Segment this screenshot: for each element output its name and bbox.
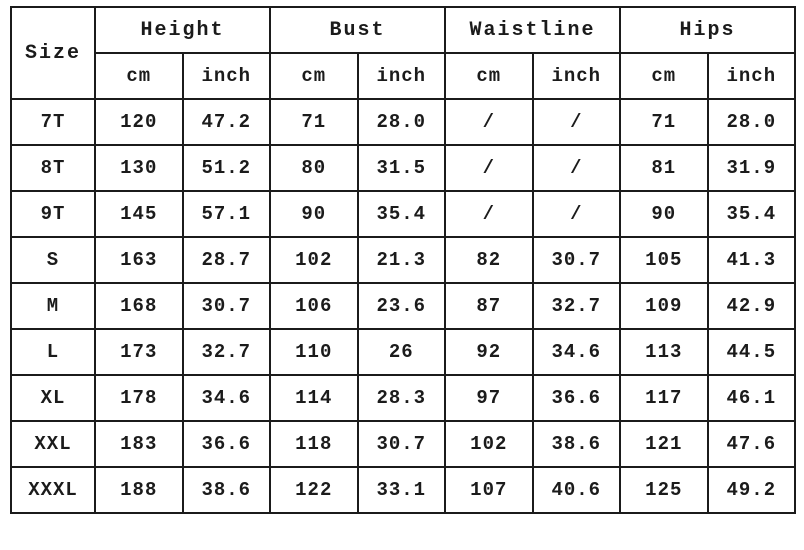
cell: 34.6 bbox=[533, 329, 621, 375]
row-size-label: 7T bbox=[11, 99, 95, 145]
cell: 32.7 bbox=[533, 283, 621, 329]
cell: 44.5 bbox=[708, 329, 796, 375]
unit-header: inch bbox=[708, 53, 796, 99]
cell: 80 bbox=[270, 145, 358, 191]
table-row bbox=[11, 375, 795, 421]
cell: 178 bbox=[95, 375, 183, 421]
cell: 38.6 bbox=[533, 421, 621, 467]
unit-header: cm bbox=[445, 53, 533, 99]
cell: 31.9 bbox=[708, 145, 796, 191]
unit-header: cm bbox=[620, 53, 708, 99]
corner-header-size: Size bbox=[11, 7, 95, 99]
row-size-label: L bbox=[11, 329, 95, 375]
group-header-height: Height bbox=[95, 7, 270, 53]
row-size-label: M bbox=[11, 283, 95, 329]
cell: 82 bbox=[445, 237, 533, 283]
cell: 36.6 bbox=[183, 421, 271, 467]
cell: / bbox=[533, 99, 621, 145]
cell: 113 bbox=[620, 329, 708, 375]
cell: 188 bbox=[95, 467, 183, 513]
cell: / bbox=[445, 191, 533, 237]
size-chart bbox=[10, 6, 796, 514]
cell: 28.3 bbox=[358, 375, 446, 421]
group-header-hips: Hips bbox=[620, 7, 795, 53]
cell: 106 bbox=[270, 283, 358, 329]
cell: 30.7 bbox=[183, 283, 271, 329]
table-row bbox=[11, 237, 795, 283]
cell: / bbox=[533, 145, 621, 191]
cell: 183 bbox=[95, 421, 183, 467]
cell: / bbox=[445, 145, 533, 191]
cell: 35.4 bbox=[358, 191, 446, 237]
cell: 51.2 bbox=[183, 145, 271, 191]
group-header-row bbox=[11, 7, 795, 53]
cell: 49.2 bbox=[708, 467, 796, 513]
table-header bbox=[11, 7, 795, 99]
cell: 38.6 bbox=[183, 467, 271, 513]
cell: 36.6 bbox=[533, 375, 621, 421]
cell: 120 bbox=[95, 99, 183, 145]
cell: 41.3 bbox=[708, 237, 796, 283]
cell: 97 bbox=[445, 375, 533, 421]
cell: 23.6 bbox=[358, 283, 446, 329]
cell: 32.7 bbox=[183, 329, 271, 375]
table-row bbox=[11, 283, 795, 329]
table-row bbox=[11, 191, 795, 237]
row-size-label: S bbox=[11, 237, 95, 283]
cell: 90 bbox=[270, 191, 358, 237]
cell: 102 bbox=[445, 421, 533, 467]
group-header-waistline: Waistline bbox=[445, 7, 620, 53]
cell: 28.7 bbox=[183, 237, 271, 283]
row-size-label: 9T bbox=[11, 191, 95, 237]
row-size-label: XXL bbox=[11, 421, 95, 467]
unit-header: cm bbox=[95, 53, 183, 99]
cell: 31.5 bbox=[358, 145, 446, 191]
cell: 105 bbox=[620, 237, 708, 283]
row-size-label: XL bbox=[11, 375, 95, 421]
cell: 102 bbox=[270, 237, 358, 283]
cell: 90 bbox=[620, 191, 708, 237]
unit-header: inch bbox=[358, 53, 446, 99]
unit-header: inch bbox=[533, 53, 621, 99]
table-row bbox=[11, 467, 795, 513]
cell: 28.0 bbox=[708, 99, 796, 145]
cell: 114 bbox=[270, 375, 358, 421]
cell: 145 bbox=[95, 191, 183, 237]
cell: 28.0 bbox=[358, 99, 446, 145]
cell: 163 bbox=[95, 237, 183, 283]
cell: 92 bbox=[445, 329, 533, 375]
cell: 33.1 bbox=[358, 467, 446, 513]
cell: 173 bbox=[95, 329, 183, 375]
cell: / bbox=[533, 191, 621, 237]
cell: 110 bbox=[270, 329, 358, 375]
unit-header: inch bbox=[183, 53, 271, 99]
cell: 118 bbox=[270, 421, 358, 467]
cell: 130 bbox=[95, 145, 183, 191]
cell: 121 bbox=[620, 421, 708, 467]
cell: 26 bbox=[358, 329, 446, 375]
cell: 107 bbox=[445, 467, 533, 513]
table-row bbox=[11, 99, 795, 145]
cell: 168 bbox=[95, 283, 183, 329]
table-row bbox=[11, 145, 795, 191]
cell: 40.6 bbox=[533, 467, 621, 513]
table-row bbox=[11, 421, 795, 467]
size-chart-table bbox=[10, 6, 796, 514]
cell: 42.9 bbox=[708, 283, 796, 329]
cell: 81 bbox=[620, 145, 708, 191]
cell: 57.1 bbox=[183, 191, 271, 237]
cell: 71 bbox=[620, 99, 708, 145]
unit-header-row bbox=[11, 53, 795, 99]
table-body bbox=[11, 99, 795, 513]
cell: 47.2 bbox=[183, 99, 271, 145]
group-header-bust: Bust bbox=[270, 7, 445, 53]
cell: 46.1 bbox=[708, 375, 796, 421]
cell: 87 bbox=[445, 283, 533, 329]
cell: 35.4 bbox=[708, 191, 796, 237]
row-size-label: 8T bbox=[11, 145, 95, 191]
cell: 109 bbox=[620, 283, 708, 329]
unit-header: cm bbox=[270, 53, 358, 99]
cell: 21.3 bbox=[358, 237, 446, 283]
cell: 30.7 bbox=[533, 237, 621, 283]
row-size-label: XXXL bbox=[11, 467, 95, 513]
cell: 47.6 bbox=[708, 421, 796, 467]
cell: 117 bbox=[620, 375, 708, 421]
cell: 30.7 bbox=[358, 421, 446, 467]
table-row bbox=[11, 329, 795, 375]
cell: 34.6 bbox=[183, 375, 271, 421]
cell: 125 bbox=[620, 467, 708, 513]
cell: 122 bbox=[270, 467, 358, 513]
cell: 71 bbox=[270, 99, 358, 145]
cell: / bbox=[445, 99, 533, 145]
